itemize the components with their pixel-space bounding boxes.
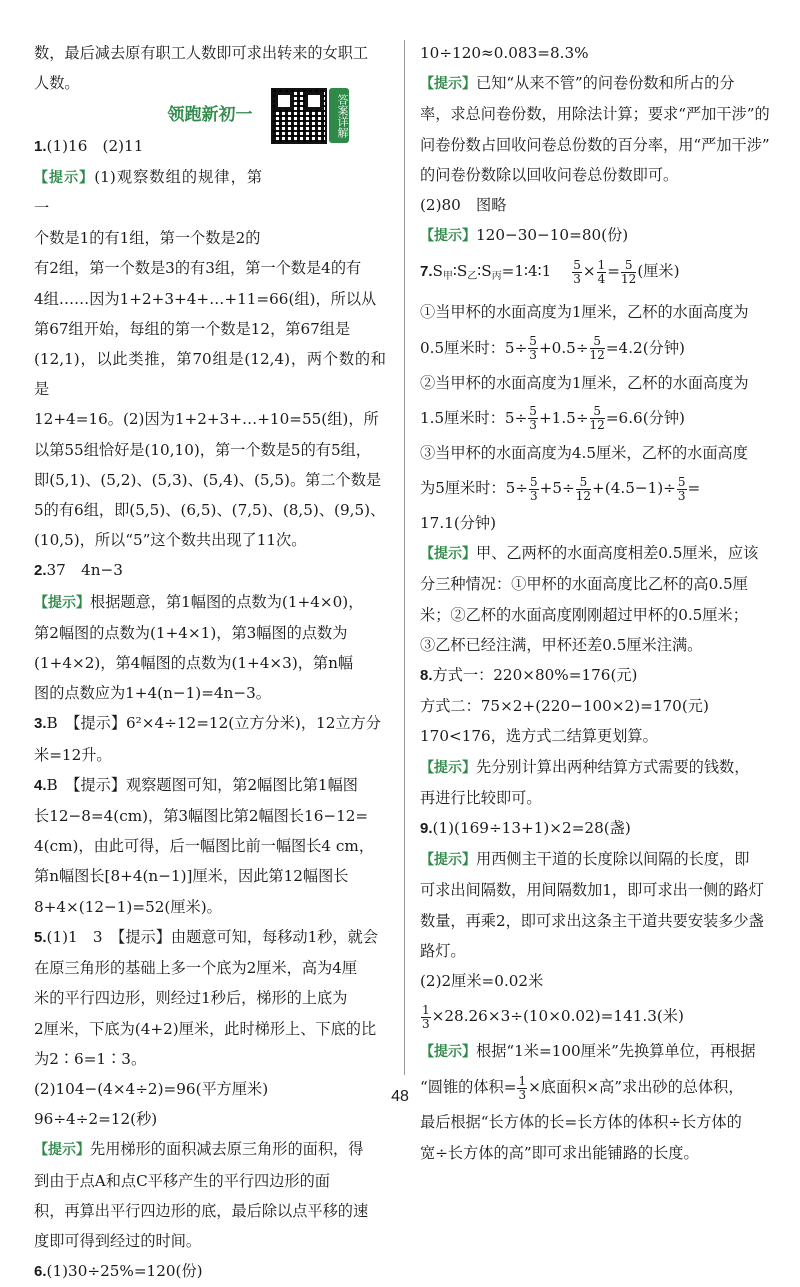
q7-tip-line: ③乙杯已经注满，甲杯还差0.5厘米注满。 — [420, 635, 703, 654]
q4-number: 4. — [34, 776, 47, 794]
q7-case2: ②当甲杯的水面高度为1厘米，乙杯的水面高度为 — [420, 373, 749, 392]
q1-tip-line: 个数是1的有1组，第一个数是2的 — [34, 229, 261, 248]
q7-case1: ①当甲杯的水面高度为1厘米，乙杯的水面高度为 — [420, 303, 749, 322]
q1-tip-line: (10,5)，所以“5”这个数共出现了11次。 — [34, 531, 307, 550]
q9-tip-line: 可求出间隔数，用间隔数加1，即可求出一侧的路灯 — [420, 881, 764, 900]
q7-ratio: $S_甲∶S_乙∶S_丙=1∶4∶1$ — [432, 262, 552, 283]
q7-case1-calc: 0.5厘米时：5÷ $\frac{5}{3}$ +0.5÷ $\frac{5}{12}$ =4.2(分钟) — [420, 334, 685, 363]
tip-label: 【提示】 — [420, 759, 476, 776]
q5-number: 5. — [34, 928, 47, 946]
q2-tip: 【提示】根据题意，第1幅图的点数为(1+4×0)， — [34, 592, 364, 611]
fraction: $\frac{5}{12}$ — [575, 474, 592, 503]
q4-line: 4(cm)，由此可得，后一幅图比前一幅图长4 cm， — [34, 837, 375, 856]
q8-line: 170<176，选方式二结算更划算。 — [420, 727, 658, 746]
q6-tip: 【提示】120−30−10=80(份) — [420, 226, 629, 245]
intro-line: 人数。 — [34, 74, 80, 93]
tip-label: 【提示】 — [420, 76, 476, 93]
fraction: $\frac{1}{4}$ — [597, 257, 606, 286]
q6-number: 6. — [34, 1263, 47, 1281]
q9-line: (2)2厘米=0.02米 — [420, 972, 544, 991]
q6-tip-line: 率，求总问卷份数，用除法计算；要求“严加干涉”的 — [420, 105, 770, 124]
fraction: $\frac{5}{3}$ — [530, 474, 538, 503]
q8-number: 8. — [420, 667, 433, 685]
q9-tip2: 【提示】根据“1米=100厘米”先换算单位，再根据 — [420, 1042, 756, 1061]
q1-number: 1. — [34, 137, 47, 155]
q1-tip-line: 即(5,1)、(5,2)、(5,3)、(5,4)、(5,5)。第二个数是 — [34, 470, 382, 489]
q5-tip: 【提示】先用梯形的面积减去原三角形的面积，得 — [34, 1140, 364, 1159]
q7-case3: ③当甲杯的水面高度为4.5厘米，乙杯的水面高度 — [420, 443, 748, 462]
q5-line: (2)104−(4×4÷2)=96(平方厘米) — [34, 1079, 269, 1098]
q2-number: 2. — [34, 562, 47, 580]
q3-line: 米=12升。 — [34, 745, 112, 764]
q5-tip-line: 到由于点A和点C平移产生的平行四边形的面 — [34, 1171, 330, 1190]
q9-tip: 【提示】用西侧主干道的长度除以间隔的长度，即 — [420, 850, 750, 869]
q2-tip-line: 第2幅图的点数为(1+4×1)，第3幅图的点数为 — [34, 623, 348, 642]
q6-tip-line: 的问卷份数除以回收问卷总份数即可。 — [420, 165, 679, 184]
column-divider — [404, 40, 405, 1075]
q2-answer: 2.37 4n−3 — [34, 561, 123, 580]
q6-answer: 6.(1)30÷25%=120(份) — [34, 1262, 203, 1281]
q5-answer: 5.(1)1 3 【提示】由题意可知，每移动1秒，就会 — [34, 927, 378, 946]
q2-tip-line: 图的点数应为1+4(n−1)=4n−3。 — [34, 684, 271, 703]
fraction: $\frac{1}{3}$ — [422, 1002, 430, 1031]
q9-tip2-line: 宽÷长方体的高”即可求出能铺路的长度。 — [420, 1143, 699, 1162]
fraction: $\frac{5}{12}$ — [589, 404, 605, 433]
q1-tip-line: 5的有6组，即(5,5)、(6,5)、(7,5)、(8,5)、(9,5)、 — [34, 501, 386, 520]
q1-answer: 1.(1)16 (2)11 — [34, 136, 144, 155]
tip-label: 【提示】 — [34, 594, 90, 611]
q5-tip-line: 度即可得到经过的时间。 — [34, 1231, 202, 1250]
intro-line: 数，最后减去原有职工人数即可求出转来的女职工 — [34, 44, 369, 62]
q3-number: 3. — [34, 715, 47, 733]
tip-label: 【提示】 — [420, 228, 476, 245]
q9-tip2-line: “圆锥的体积= $\frac{1}{3}$ ×底面积×高”求出砂的总体积， — [420, 1073, 744, 1102]
right-column — [420, 38, 772, 1168]
q9-tip2-line: 最后根据“长方体的长=长方体的体积÷长方体的 — [420, 1113, 742, 1132]
q8-answer: 8.方式一：220×80%=176(元) — [420, 666, 638, 685]
tip-label: 【提示】 — [420, 546, 476, 563]
q5-line: 2厘米，下底为(4+2)厘米，此时梯形上、下底的比 — [34, 1019, 377, 1038]
fraction: $\frac{5}{3}$ — [677, 474, 686, 503]
q7-tip-line: 米；②乙杯的水面高度刚刚超过甲杯的0.5厘米； — [420, 605, 748, 624]
tip-label: 【提示】 — [34, 169, 95, 186]
q4-line: 8+4×(12−1)=52(厘米)。 — [34, 897, 222, 916]
q5-line: 在原三角形的基础上多一个底为2厘米，高为4厘 — [34, 959, 358, 978]
q5-line: 米的平行四边形，则经过1秒后，梯形的上底为 — [34, 989, 348, 1008]
q1-tip-line: 第67组开始，每组的第一个数是12，第67组是 — [34, 319, 351, 338]
q1-tip-line: 以第55组恰好是(10,10)，第一个数是5的有5组， — [34, 440, 371, 459]
q6-tip-line: 问卷份数占回收问卷总份数的百分率，用“严加干涉” — [420, 135, 770, 154]
q6-line: 10÷120≈0.083=8.3% — [420, 44, 589, 62]
q5-line: 96÷4÷2=12(秒) — [34, 1110, 158, 1129]
fraction: $\frac{1}{3}$ — [518, 1073, 527, 1102]
q9-answer: 9.(1)(169÷13+1)×2=28(盏) — [420, 819, 631, 838]
q7-case2-calc: 1.5厘米时：5÷ $\frac{5}{3}$ +1.5÷ $\frac{5}{12}$ =6.6(分钟) — [420, 404, 685, 433]
qr-badge: 答案详解 — [329, 88, 349, 143]
q1-tip-line: 有2组，第一个数是3的有3组，第一个数是4的有 — [34, 259, 362, 278]
q4-line: 第n幅图长[8+4(n−1)]厘米，因此第12幅图长 — [34, 867, 349, 886]
q6-tip: 【提示】已知“从来不管”的问卷份数和所占的分 — [420, 74, 735, 93]
q1-tip-line: 12+4=16。(2)因为1+2+3+…+10=55(组)，所 — [34, 410, 379, 429]
q1-tip: 【提示】(1)观察数组的规律，第一 — [34, 167, 263, 218]
q4-line: 长12−8=4(cm)，第3幅图比第2幅图长16−12= — [34, 807, 369, 826]
q7-tip: 【提示】甲、乙两杯的水面高度相差0.5厘米，应该 — [420, 544, 759, 563]
q7-case3-calc: 为5厘米时：5÷ $\frac{5}{3}$ +5÷ $\frac{5}{12}$ +(4.5−1)÷ $\frac{5}{3}$ = — [420, 474, 701, 503]
tip-label: 【提示】 — [420, 852, 476, 869]
fraction: $\frac{5}{12}$ — [621, 257, 637, 286]
q9-tip-line: 路灯。 — [420, 941, 466, 960]
q8-line: 方式二：75×2+(220−100×2)=170(元) — [420, 697, 709, 716]
q3-answer: 3.B 【提示】6²×4÷12=12(立方分米)，12立方分 — [34, 714, 381, 733]
q7-answer: $7.S_甲∶S_乙∶S_丙=1∶4∶1$ $\frac{5}{3}$ × $\frac{1}{4}$ = $\frac{5}{12}$ (厘米) — [420, 257, 680, 286]
q1-tip-line: (12,1)，以此类推，第70组是(12,4)，两个数的和是 — [34, 350, 386, 399]
fraction: $\frac{5}{3}$ — [573, 257, 581, 286]
q8-tip: 【提示】先分别计算出两种结算方式需要的钱数， — [420, 757, 750, 776]
fraction: $\frac{5}{3}$ — [529, 334, 537, 363]
tip-label: 【提示】 — [420, 1044, 476, 1061]
q9-number: 9. — [420, 820, 433, 838]
tip-label: 【提示】 — [34, 1142, 90, 1159]
q4-answer: 4.B 【提示】观察题图可知，第2幅图比第1幅图 — [34, 775, 358, 794]
q5-tip-line: 积，再算出平行四边形的底，最后除以点平移的速 — [34, 1201, 369, 1220]
q8-tip-line: 再进行比较即可。 — [420, 788, 542, 807]
q6-line: (2)80 图略 — [420, 196, 507, 215]
fraction: $\frac{5}{12}$ — [589, 334, 605, 363]
section-title: 领跑新初一 — [167, 105, 253, 126]
q7-tip-line: 分三种情况：①甲杯的水面高度比乙杯的高0.5厘 — [420, 575, 748, 594]
q7-case3-result: 17.1(分钟) — [420, 514, 497, 533]
q2-tip-line: (1+4×2)，第4幅图的点数为(1+4×3)，第n幅 — [34, 654, 354, 673]
q9-tip-line: 数量，再乘2，即可求出这条主干道共要安装多少盏 — [420, 911, 764, 930]
q1-tip-line: 4组……因为1+2+3+4+…+11=66(组)，所以从 — [34, 289, 377, 308]
fraction: $\frac{5}{3}$ — [529, 404, 537, 433]
q9-calc: $\frac{1}{3}$ ×28.26×3÷(10×0.02)=141.3(米) — [422, 1002, 684, 1031]
page-number: 48 — [391, 1088, 409, 1105]
q7-number: 7. — [420, 263, 433, 281]
q5-line: 为2∶6=1∶3。 — [34, 1049, 147, 1068]
